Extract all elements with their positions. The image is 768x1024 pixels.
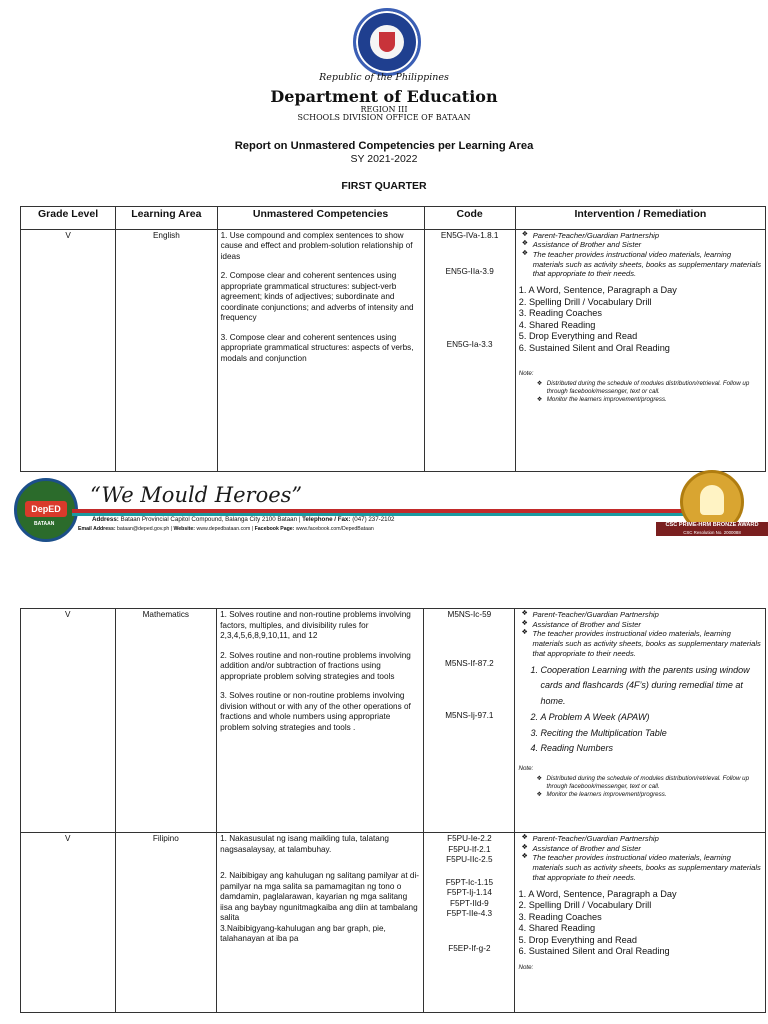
note-label: Note:: [518, 370, 534, 378]
competency-item: 1. Nakasusulat ng isang maikling tula, talatang nagsasalaysay, at talambuhay.: [220, 834, 389, 854]
area-cell: English: [116, 229, 217, 471]
website-label: Website:: [173, 526, 195, 532]
facebook-text: www.facebook.com/DepedBataan: [295, 526, 374, 532]
intervention-item: 4. Shared Reading: [518, 319, 596, 330]
bullet-item: ❖ Parent-Teacher/Guardian Partnership: [532, 834, 762, 844]
intervention-cell: [515, 229, 765, 471]
note-block: [519, 370, 762, 404]
area-cell: Filipino: [115, 833, 217, 1013]
intervention-item: 6. Sustained Silent and Oral Reading: [518, 946, 670, 957]
intervention-item: 3. Reading Coaches: [518, 308, 602, 319]
intervention-list: [518, 663, 762, 758]
code-item: M5NS-Ic-59: [447, 610, 492, 619]
grade-cell: V: [21, 609, 116, 833]
bullet-item: ❖ Assistance of Brother and Sister: [532, 844, 762, 854]
competency-item: 2. Naibibigay ang kahulugan ng salitang pamilyar at di-pamilyar na mga salita sa pamamagitan ng tono o damdamin, paglalarawan, kayarian ng mga salitang iisa ang baybay ngunitmagkaiba ang diin at tambalang salita: [220, 871, 420, 922]
quarter-label: FIRST QUARTER: [341, 180, 427, 192]
bullet-item: ❖ The teacher provides instructional video materials, learning materials such as activity sheets, books as supplementary materials that appropriate to their needs.: [532, 853, 762, 882]
address-label: Address:: [92, 516, 119, 523]
note-label: Note:: [518, 765, 534, 773]
intervention-list: [519, 285, 762, 354]
code-item: EN5G-IVa-1.8.1: [440, 230, 499, 240]
code-cell: [424, 229, 515, 471]
intervention-item: 1. A Word, Sentence, Paragraph a Day: [518, 285, 677, 296]
note-label: Note:: [518, 963, 534, 971]
code-item: M5NS-Ij-97.1: [445, 711, 494, 720]
slogan: “We Mould Heroes”: [90, 483, 303, 507]
header-code: Code: [424, 207, 515, 230]
republic-line: Republic of the Philippines: [319, 72, 449, 83]
note-block: [518, 964, 762, 972]
table-row: [21, 609, 766, 833]
code-item: M5NS-If-87.2: [445, 658, 494, 668]
bullet-list: [519, 231, 762, 280]
table-row: [21, 229, 766, 471]
region-line: REGION III: [360, 105, 408, 114]
intervention-item: 1. A Word, Sentence, Paragraph a Day: [518, 888, 677, 899]
intervention-list: [518, 889, 762, 958]
intervention-item: 6. Sustained Silent and Oral Reading: [518, 342, 670, 353]
intervention-item: 4. Reading Numbers: [540, 741, 762, 757]
header-learning-area: Learning Area: [116, 207, 217, 230]
intervention-item: 2. Spelling Drill / Vocabulary Drill: [518, 296, 652, 307]
code-item: EN5G-IIa-3.9: [445, 267, 494, 277]
competencies-cell: [217, 229, 424, 471]
code-item: F5PT-IIe-4.3: [446, 909, 493, 918]
code-item: EN5G-Ia-3.3: [446, 339, 493, 349]
intervention-item: 4. Shared Reading: [518, 923, 596, 934]
note-item: ❖ Monitor the learners improvement/progress.: [547, 396, 762, 404]
competency-item: 3. Solves routine or non-routine problems involving division without or with any of the other operations of fractions and whole numbers using appropriate problem solving strategies and tools .: [220, 691, 411, 732]
award-sub: CSC Resolution No. 2000088: [683, 530, 741, 535]
bullet-item: ❖ Assistance of Brother and Sister: [533, 240, 762, 250]
contact-line: Email Address: bataan@deped.gov.ph | Website: www.depedbataan.com | Facebook Page: www.facebook.com/DepedBataan: [78, 526, 374, 532]
header-grade-level: Grade Level: [21, 207, 116, 230]
facebook-label: Facebook Page:: [254, 526, 295, 532]
header-intervention: Intervention / Remediation: [515, 207, 765, 230]
intervention-cell: [515, 833, 766, 1013]
email-label: Email Address:: [78, 526, 116, 532]
competency-item: 1. Solves routine and non-routine problems involving factors, multiples, and divisibility rules for 2,3,4,5,6,8,9,10,11, and 12: [220, 610, 411, 640]
department-name: Department of Education: [270, 87, 498, 106]
grade-cell: V: [21, 229, 116, 471]
competency-table-english: [20, 206, 766, 472]
code-item: F5PU-IIc-2.5: [446, 855, 493, 864]
code-item: F5PT-Ic-1.15: [445, 877, 494, 887]
grade-cell: V: [21, 833, 116, 1013]
intervention-item: 3. Reciting the Multiplication Table: [540, 726, 762, 742]
division-line: SCHOOLS DIVISION OFFICE OF BATAAN: [297, 113, 471, 122]
note-item: ❖ Distributed during the schedule of modules distribution/retrieval. Follow up through facebook/messenger, text or call.: [546, 775, 762, 791]
intervention-item: 5. Drop Everything and Read: [518, 331, 638, 342]
bullet-item: ❖ The teacher provides instructional video materials, learning materials such as activity sheets, books as supplementary materials that appropriate to their needs.: [532, 629, 762, 658]
intervention-item: 2. Spelling Drill / Vocabulary Drill: [518, 900, 652, 911]
code-cell: [424, 609, 515, 833]
school-year: SY 2021-2022: [350, 153, 418, 165]
intervention-cell: [515, 609, 766, 833]
competency-item: 2. Solves routine and non-routine problems involving addition and/or subtraction of fractions using appropriate problem solving strategies and tools: [220, 650, 411, 681]
bullet-item: ❖ Parent-Teacher/Guardian Partnership: [532, 610, 762, 620]
code-cell: [424, 833, 515, 1013]
intervention-item: 2. A Problem A Week (APAW): [540, 710, 762, 726]
area-cell: Mathematics: [115, 609, 217, 833]
deped-bataan-logo: [14, 478, 78, 542]
intervention-item: 3. Reading Coaches: [518, 911, 602, 922]
award-banner: [656, 522, 768, 536]
phone-label: Telephone / Fax:: [302, 516, 351, 523]
code-item: F5PT-IId-9: [450, 898, 489, 908]
note-item: ❖ Monitor the learners improvement/progress.: [546, 791, 762, 799]
intervention-item: 5. Drop Everything and Read: [518, 934, 637, 945]
bullet-item: ❖ Assistance of Brother and Sister: [532, 620, 762, 630]
competencies-cell: [217, 609, 424, 833]
email-text: bataan@deped.gov.ph: [117, 526, 170, 532]
logo-sub: BATAAN: [34, 521, 55, 527]
award-text: CSC PRIME-HRM BRONZE AWARD: [665, 522, 759, 528]
code-item: F5EP-If-g-2: [448, 943, 491, 953]
logo-text: DepED: [25, 501, 67, 517]
competency-item: 2. Compose clear and coherent sentences using appropriate grammatical structures: subject-verb agreement; kinds of adjectives; subordinate and coordinate conjunctions; and adverbs of intensity and frequency: [220, 271, 414, 323]
note-item: ❖ Distributed during the schedule of modules distribution/retrieval. Follow up through facebook/messenger, text or call.: [547, 380, 762, 396]
bullet-item: ❖ Parent-Teacher/Guardian Partnership: [533, 231, 762, 241]
code-item: F5PU-If-2.1: [448, 844, 491, 854]
competency-item: 1. Use compound and complex sentences to show cause and effect and problem-solution relationship of ideas: [220, 230, 413, 261]
intervention-item: 1. Cooperation Learning with the parents using window cards and flashcards (4F’s) during remedial time at home.: [540, 663, 762, 710]
deped-seal-logo: [353, 8, 421, 76]
competency-table-page2: [20, 608, 766, 1013]
phone-text: (047) 237-2102: [352, 516, 395, 523]
header-competencies: Unmastered Competencies: [217, 207, 424, 230]
code-item: F5PU-Ie-2.2: [447, 834, 492, 843]
competencies-cell: [217, 833, 424, 1013]
bullet-list: [518, 610, 762, 659]
competency-item: 3. Compose clear and coherent sentences using appropriate grammatical structures: aspects of verbs, modals and conjunction: [220, 332, 414, 363]
address-text: Bataan Provincial Capitol Compound, Balanga City 2100 Bataan: [120, 516, 298, 523]
table-row: [21, 833, 766, 1013]
competency-item: 3.Naibibigyang-kahulugan ang bar graph, pie, talahanayan at iba pa: [220, 923, 386, 943]
website-text: www.depedbataan.com: [196, 526, 251, 532]
code-item: F5PT-Ij-1.14: [446, 888, 492, 897]
note-block: [518, 765, 762, 799]
table-header-row: [21, 207, 766, 230]
report-title: Report on Unmastered Competencies per Learning Area: [234, 140, 534, 152]
address-line: Address: Bataan Provincial Capitol Compound, Balanga City 2100 Bataan | Telephone / Fax: (047) 237-2102: [92, 516, 395, 523]
bullet-list: [518, 834, 762, 883]
bullet-item: ❖ The teacher provides instructional video materials, learning materials such as activity sheets, books as supplementary materials that appropriate to their needs.: [533, 250, 762, 279]
